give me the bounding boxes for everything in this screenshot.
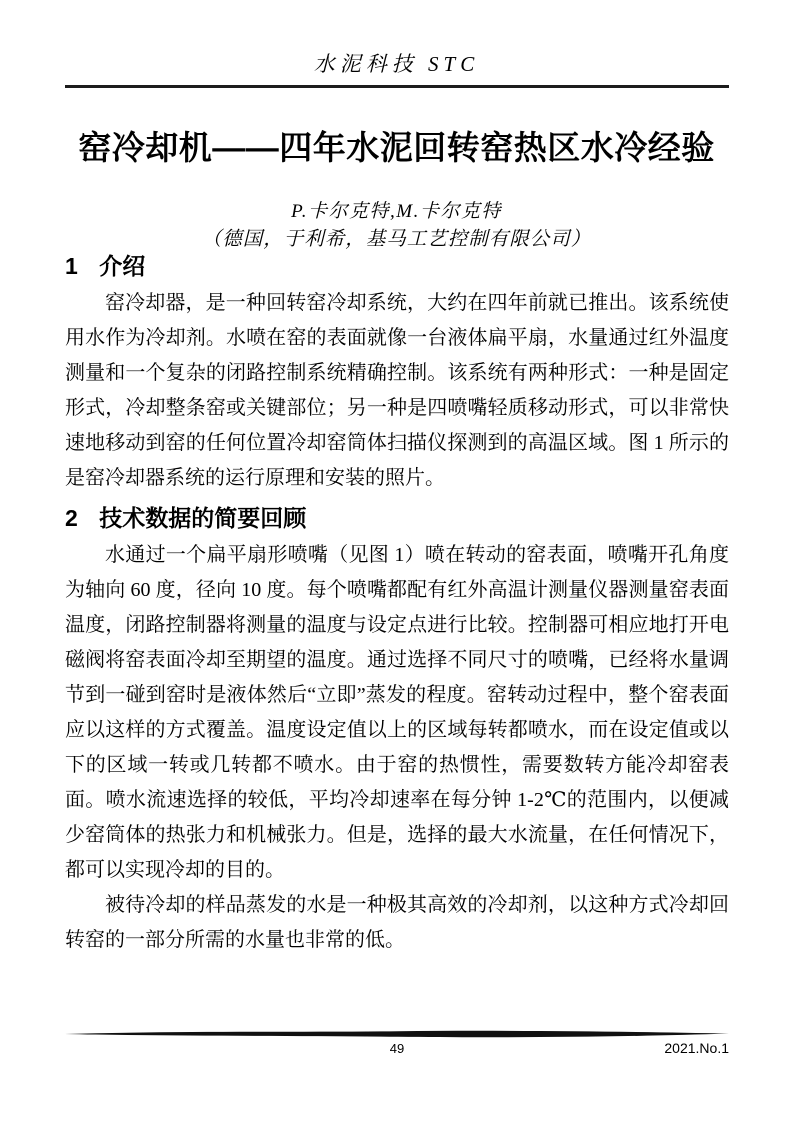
page-footer [65, 1029, 729, 1057]
section-number: 2 [65, 505, 78, 531]
section-title: 技术数据的简要回顾 [99, 505, 307, 531]
section-heading-introduction [65, 251, 729, 281]
paragraph-introduction: 窑冷却器，是一种回转窑冷却系统，大约在四年前就已推出。该系统使用水作为冷却剂。水喷在窑的表面就像一台液体扁平扇，水量通过红外温度测量和一个复杂的闭路控制系统精确控制。该系统有两种形式：一种是固定形式，冷却整条窑或关键部位；另一种是四喷嘴轻质移动形式，可以非常快速地移动到窑的任何位置冷却窑筒体扫描仪探测到的高温区域。图 1 所示的是窑冷却器系统的运行原理和安装的照片。 [65, 292, 729, 489]
journal-title: 水泥科技 STC [313, 52, 480, 76]
authors-line: P.卡尔克特,M.卡尔克特 [291, 201, 502, 222]
article-title: 窑冷却机——四年水泥回转窑热区水冷经验 [78, 129, 715, 166]
header-rule [65, 85, 729, 88]
footer-rule [65, 1029, 729, 1039]
footer-meta [65, 1040, 729, 1057]
article-body [65, 251, 729, 958]
paragraph-technical-2: 被待冷却的样品蒸发的水是一种极其高效的冷却剂，以这种方式冷却回转窑的一部分所需的水量也非常的低。 [65, 894, 729, 951]
section-title: 介绍 [99, 253, 146, 279]
affiliation-line: （德国，于利希，基马工艺控制有限公司） [201, 229, 592, 250]
paragraph-technical-1: 水通过一个扁平扇形喷嘴（见图 1）喷在转动的窑表面，喷嘴开孔角度为轴向 60 度，径向 10 度。每个喷嘴都配有红外高温计测量仪器测量窑表面温度，闭路控制器将测量的温度与设定点进行比较。控制器可相应地打开电磁阀将窑表面冷却至期望的温度。通过选择不同尺寸的喷嘴，已经将水量调节到一碰到窑时是液体然后“立即”蒸发的程度。窑转动过程中，整个窑表面应以这样的方式覆盖。温度设定值以上的区域每转都喷水，而在设定值或以下的区域一转或几转都不喷水。由于窑的热惯性，需要数转方能冷却窑表面。喷水流速选择的较低，平均冷却速率在每分钟 1-2℃的范围内，以便减少窑筒体的热张力和机械张力。但是，选择的最大水流量，在任何情况下，都可以实现冷却的目的。 [65, 544, 729, 881]
page-number: 49 [389, 1041, 405, 1056]
section-number: 1 [65, 253, 78, 279]
issue-label: 2021.No.1 [664, 1040, 729, 1056]
section-heading-technical-data [65, 503, 729, 533]
